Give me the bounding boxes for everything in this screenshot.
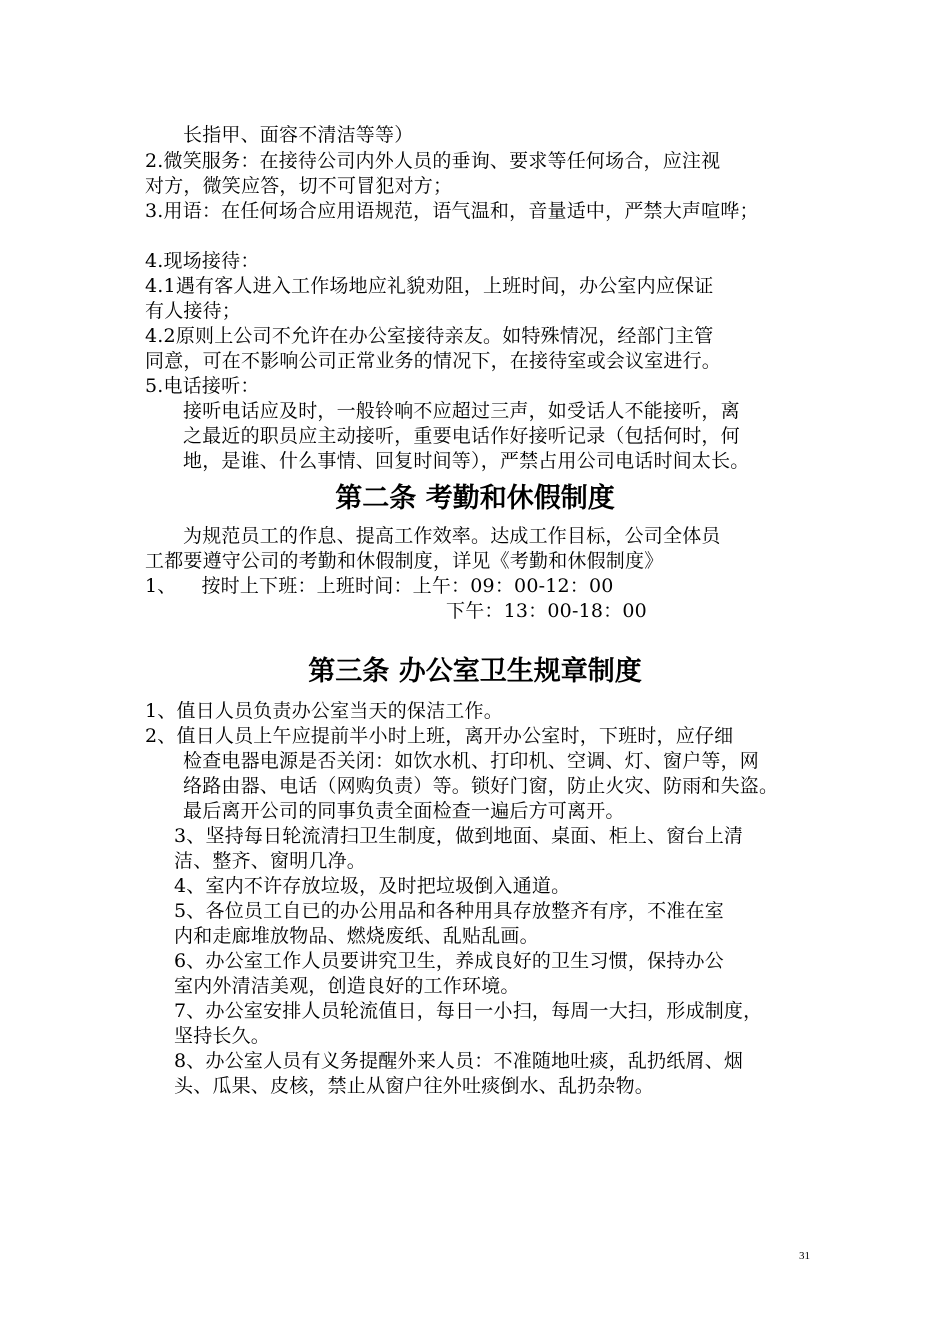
text-line: 为规范员工的作息、提高工作效率。达成工作目标，公司全体员 <box>183 525 721 547</box>
text-line: 最后离开公司的同事负责全面检查一遍后方可离开。 <box>183 800 625 822</box>
text-line: 6、办公室工作人员要讲究卫生，养成良好的卫生习惯，保持办公 <box>174 950 724 972</box>
text-line: 地，是谁、什么事情、回复时间等），严禁占用公司电话时间太长。 <box>183 450 750 472</box>
text-line: 洁、整齐、窗明几净。 <box>174 850 367 872</box>
text-line: 接听电话应及时，一般铃响不应超过三声，如受话人不能接听，离 <box>183 400 740 422</box>
text-line: 4、室内不许存放垃圾，及时把垃圾倒入通道。 <box>174 875 571 897</box>
text-line: 7、办公室安排人员轮流值日，每日一小扫，每周一大扫，形成制度， <box>174 1000 763 1022</box>
text-line: 检查电器电源是否关闭：如饮水机、打印机、空调、灯、窗户等，网 <box>183 750 760 772</box>
text-line: 4.现场接待： <box>145 250 260 272</box>
text-line: 5、各位员工自已的办公用品和各种用具存放整齐有序，不准在室 <box>174 900 724 922</box>
text-line: 2.微笑服务：在接待公司内外人员的垂询、要求等任何场合，应注视 <box>145 150 721 172</box>
text-line: 5.电话接听： <box>145 375 260 397</box>
text-line: 3、坚持每日轮流清扫卫生制度，做到地面、桌面、柜上、窗台上清 <box>174 825 744 847</box>
text-line: 4.2原则上公司不允许在办公室接待亲友。如特殊情况，经部门主管 <box>145 325 714 347</box>
text-line: 2、值日人员上午应提前半小时上班，离开办公室时，下班时，应仔细 <box>145 725 734 747</box>
text-line: 坚持长久。 <box>174 1025 271 1047</box>
page-number: 31 <box>799 1250 810 1262</box>
text-line: 室内外清洁美观，创造良好的工作环境。 <box>174 975 520 997</box>
text-line: 之最近的职员应主动接听，重要电话作好接听记录（包括何时，何 <box>183 425 740 447</box>
text-line: 有人接待； <box>145 300 242 322</box>
text-line: 下午：13：00-18：00 <box>446 600 647 622</box>
text-line: 1、 按时上下班：上班时间：上午：09：00-12：00 <box>145 575 614 597</box>
section-heading: 第三条 办公室卫生规章制度 <box>308 656 642 687</box>
text-line: 工都要遵守公司的考勤和休假制度，详见《考勤和休假制度》 <box>145 550 664 572</box>
text-line: 同意，可在不影响公司正常业务的情况下，在接待室或会议室进行。 <box>145 350 722 372</box>
text-line: 3.用语：在任何场合应用语规范，语气温和，音量适中，严禁大声喧哗； <box>145 200 759 222</box>
text-line: 头、瓜果、皮核，禁止从窗户往外吐痰倒水、乱扔杂物。 <box>174 1075 655 1097</box>
text-line: 对方，微笑应答，切不可冒犯对方； <box>145 175 453 197</box>
text-line: 长指甲、面容不清洁等等） <box>183 124 414 146</box>
text-line: 内和走廊堆放物品、燃烧废纸、乱贴乱画。 <box>174 925 539 947</box>
text-line: 8、办公室人员有义务提醒外来人员：不准随地吐痰，乱扔纸屑、烟 <box>174 1050 744 1072</box>
text-line: 络路由器、电话（网购负责）等。锁好门窗，防止火灾、防雨和失盗。 <box>183 775 779 797</box>
section-heading: 第二条 考勤和休假制度 <box>335 483 615 514</box>
text-line: 1、值日人员负责办公室当天的保洁工作。 <box>145 700 503 722</box>
text-line: 4.1遇有客人进入工作场地应礼貌劝阻，上班时间，办公室内应保证 <box>145 275 714 297</box>
